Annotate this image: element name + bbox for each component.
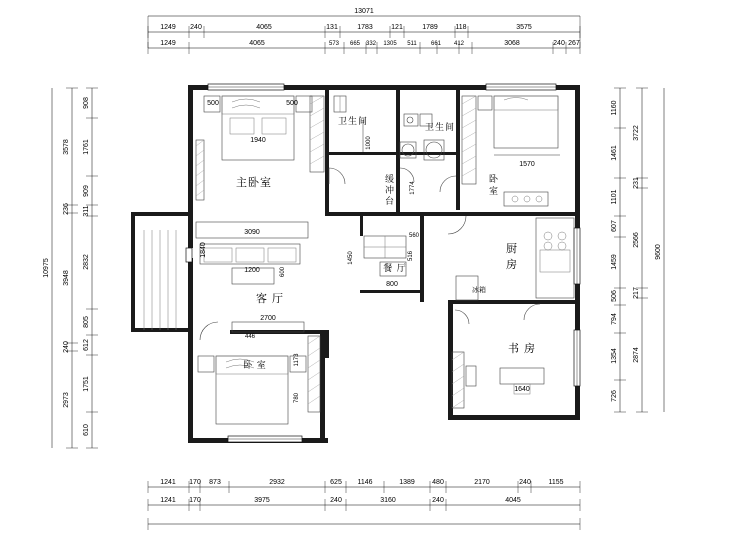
dim-bot1-4: 625: [330, 479, 342, 486]
dim-top1-3: 131: [326, 24, 338, 31]
dim-bath1-depth: 1000: [366, 136, 372, 150]
dim-bot2-3: 240: [330, 497, 342, 504]
dim-top2-1: 4065: [249, 40, 265, 47]
dim-leftb-1: 236: [63, 203, 70, 215]
room-label-dining: 餐 厅: [383, 263, 407, 273]
dim-top2-3: 665: [349, 41, 361, 47]
dim-top2-4: 332: [365, 41, 377, 47]
dim-living-sofa: 3090: [244, 229, 260, 236]
room-label-master-bedroom: 主卧室: [236, 177, 272, 189]
dim-bot2-5: 240: [432, 497, 444, 504]
study-furniture: [452, 341, 544, 408]
dim-bot2-0: 1241: [160, 497, 176, 504]
dim-righta-3: 607: [611, 220, 618, 232]
dim-leftb-3: 240: [63, 341, 70, 353]
dim-top1-6: 1789: [422, 24, 438, 31]
dim-righta-8: 726: [611, 390, 618, 402]
room-label-study: 书 房: [507, 343, 537, 355]
dim-top2-10: 240: [553, 40, 565, 47]
dim-righta-6: 794: [611, 313, 618, 325]
dim-lefta-2: 909: [83, 185, 90, 197]
dim-leftb-0: 3578: [63, 139, 70, 155]
room-label-bedroom-3: 卧 室: [243, 360, 267, 370]
dim-bot1-2: 873: [209, 479, 221, 486]
dim-top1-4: 1783: [357, 24, 373, 31]
dim-dining-a: 1450: [348, 251, 354, 265]
dim-master-bed: 1940: [250, 137, 266, 144]
dim-top1-7: 118: [455, 24, 467, 31]
dim-dining-table: 800: [386, 281, 398, 288]
dim-lefta-4: 2832: [83, 254, 90, 270]
dim-rightb-3: 217: [633, 287, 640, 299]
dim-top2-0: 1249: [160, 40, 176, 47]
bathroom-2-fixtures: [385, 114, 455, 206]
dim-master-left-a: 500: [207, 100, 219, 107]
label-buffer-counter-3: 台: [384, 196, 396, 206]
room-label-living-room: 客 厅: [255, 293, 285, 305]
dim-top2-8: 412: [453, 41, 465, 47]
dim-top1-2: 4065: [256, 24, 272, 31]
dim-dining-b: 560: [408, 233, 420, 239]
dim-bot1-5: 1146: [357, 479, 373, 486]
room-label-bathroom-2: 卫生间: [424, 122, 456, 132]
dim-top1-1: 240: [190, 24, 202, 31]
dim-top1-5: 121: [391, 24, 403, 31]
left-dimension-group: [43, 88, 98, 448]
right-dimension-group: [611, 88, 664, 412]
dim-top2-2: 573: [328, 41, 340, 47]
label-buffer-counter-2: 冲: [384, 185, 396, 195]
dim-lefta-5: 805: [83, 316, 90, 328]
dim-top1-8: 3575: [516, 24, 532, 31]
dim-lefta-3: 311: [83, 205, 90, 217]
dim-bot1-0: 1241: [160, 479, 176, 486]
dim-top1-0: 1249: [160, 24, 176, 31]
dim-top2-6: 511: [407, 41, 417, 47]
master-bedroom-furniture: [196, 96, 324, 200]
dim-righta-1: 1461: [611, 145, 618, 161]
dim-rightb-4: 2874: [633, 347, 640, 363]
dim-living-tv: 1840: [200, 242, 207, 258]
room-label-bedroom-2-1: 卧: [488, 174, 500, 184]
bathroom-1-fixtures: [334, 96, 372, 152]
dim-bot2-1: 170: [189, 497, 201, 504]
living-room-furniture: [144, 222, 308, 330]
dim-bot1-9: 240: [519, 479, 531, 486]
dim-top2-5: 1305: [383, 41, 397, 47]
dim-righta-0: 1160: [611, 100, 618, 116]
dim-bot2-2: 3975: [254, 497, 270, 504]
dim-bot1-8: 2170: [474, 479, 490, 486]
dim-top-overall: 13071: [354, 8, 374, 15]
dim-bedroom2-bed: 1570: [519, 161, 535, 168]
dim-bot1-6: 1389: [399, 479, 415, 486]
dim-bath2-depth: 1774: [410, 181, 416, 195]
room-label-bathroom-1: 卫生间: [337, 116, 369, 126]
top-dimension-group: [148, 8, 580, 54]
dim-leftb-2: 3948: [63, 270, 70, 286]
dim-bot1-7: 480: [432, 479, 444, 486]
dim-lefta-0: 908: [83, 97, 90, 109]
kitchen-fixtures: [456, 218, 574, 300]
dim-righta-2: 1101: [611, 189, 618, 205]
bottom-dimension-group: [148, 479, 580, 530]
dim-bot2-4: 3160: [380, 497, 396, 504]
dim-bedroom3-b: 1173: [294, 353, 300, 367]
dim-bot1-1: 170: [189, 479, 201, 486]
dim-left-overall: 10975: [43, 258, 50, 278]
dim-master-left-b: 500: [286, 100, 298, 107]
dim-lefta-8: 610: [83, 424, 90, 436]
dim-study-desk: 1640: [514, 386, 530, 393]
dim-righta-5: 506: [611, 290, 618, 302]
dim-rightb-0: 3722: [633, 125, 640, 141]
dining-room-furniture: [348, 233, 420, 288]
dim-lefta-7: 1751: [83, 376, 90, 392]
dim-top2-9: 3068: [504, 40, 520, 47]
dim-bot1-10: 1155: [548, 479, 564, 486]
dim-bedroom3-a: 446: [244, 334, 256, 340]
dim-top2-7: 661: [430, 41, 442, 47]
dim-bot2-6: 4045: [505, 497, 521, 504]
dim-living-table-depth: 600: [280, 266, 286, 278]
dim-bedroom3-c: 780: [294, 392, 300, 404]
room-label-bedroom-2-2: 室: [488, 186, 500, 196]
label-fridge: 冰箱: [472, 287, 486, 294]
dim-dining-c: 516: [408, 250, 414, 262]
dim-righta-4: 1459: [611, 254, 618, 270]
dim-lefta-1: 1761: [83, 139, 90, 155]
label-buffer-counter-1: 缓: [384, 174, 396, 184]
dim-bedroom3-width: 2700: [260, 315, 276, 322]
dim-righta-7: 1354: [611, 348, 618, 364]
dim-living-table: 1200: [244, 267, 260, 274]
dim-leftb-4: 2973: [63, 392, 70, 408]
dim-top2-11: 267: [568, 40, 580, 47]
room-label-kitchen-2: 房: [506, 259, 518, 271]
dim-right-overall: 9600: [655, 244, 662, 260]
bedroom-2-furniture: [462, 96, 560, 206]
dim-bot1-3: 2932: [269, 479, 285, 486]
dim-lefta-6: 612: [83, 339, 90, 351]
dim-rightb-2: 2566: [633, 232, 640, 248]
dim-rightb-1: 231: [633, 177, 640, 189]
room-label-kitchen-1: 厨: [506, 243, 518, 255]
